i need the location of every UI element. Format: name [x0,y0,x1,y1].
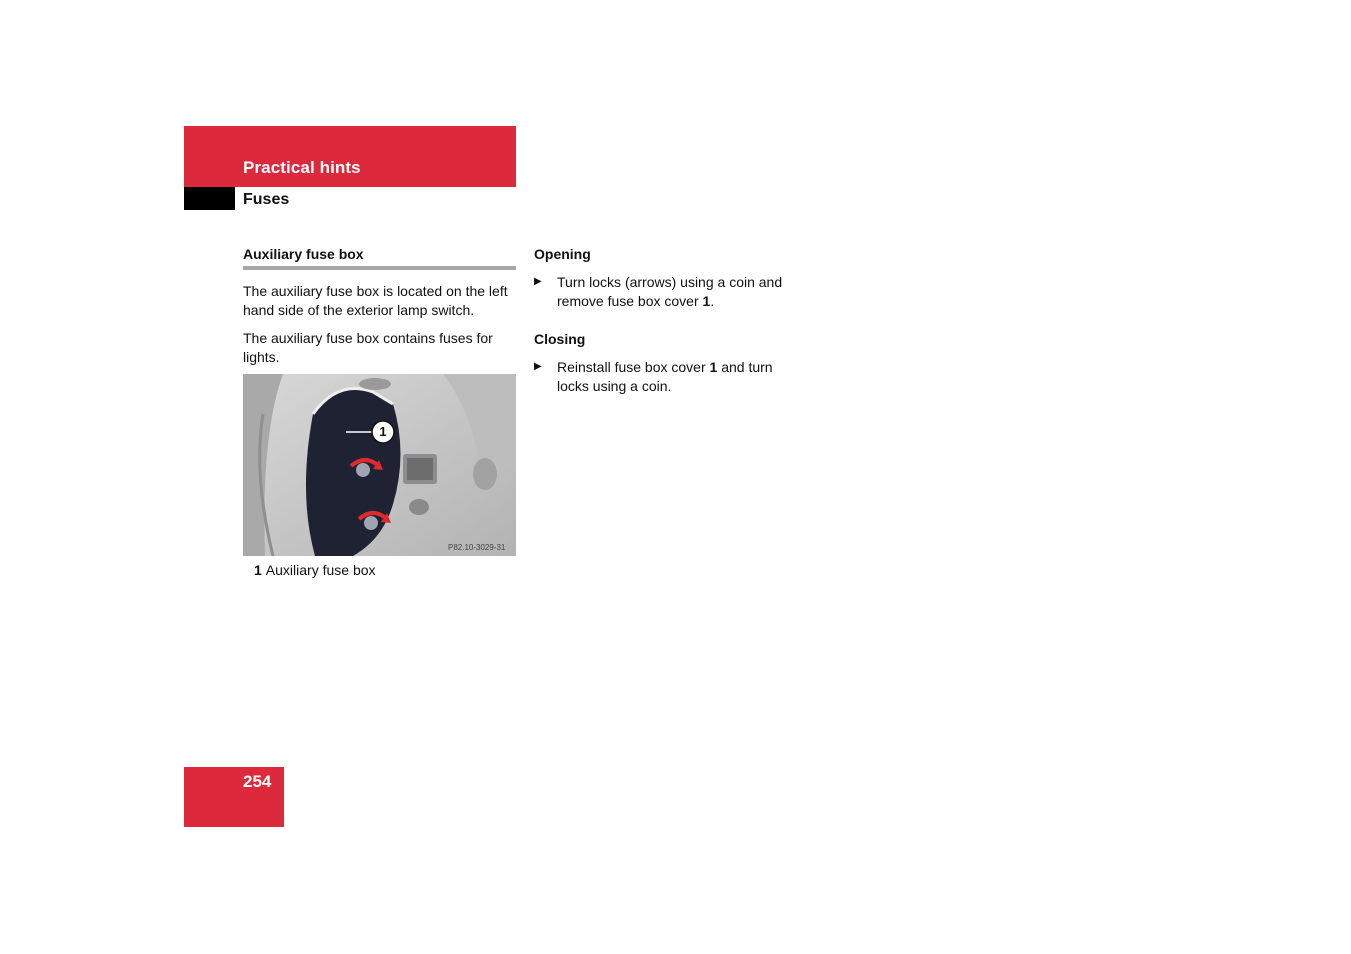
paragraph-contents: The auxiliary fuse box contains fuses for lights. [243,330,493,365]
bullet-arrow-icon: ▶ [534,361,542,372]
closing-step-text: Reinstall fuse box cover [557,359,710,375]
section-tab-marker [184,187,235,210]
figure-code: P82.10-3029-31 [448,543,506,552]
paragraph-location: The auxiliary fuse box is located on the left hand side of the exterior lamp switch. [243,283,508,318]
closing-step-ref: 1 [709,359,718,375]
chapter-title: Practical hints [243,158,361,177]
opening-step [557,273,807,311]
fuse-box-figure [243,374,516,556]
opening-step-text: Turn locks (arrows) using a coin and remove fuse box cover [557,274,783,309]
page-number: 254 [243,772,272,791]
opening-heading: Opening [534,246,591,262]
section-title: Fuses [243,191,290,208]
caption-number: 1 [254,562,262,578]
heading-rule [243,266,516,270]
figure-callout-1: 1 [379,424,387,439]
figure-caption [254,562,376,578]
closing-step-end: and turn locks using a coin. [557,359,773,394]
closing-step [557,358,807,396]
bullet-arrow-icon: ▶ [534,276,542,287]
fuse-box-illustration [243,374,516,556]
caption-text: Auxiliary fuse box [265,562,376,578]
aux-fuse-box-heading: Auxiliary fuse box [243,246,364,262]
opening-step-ref: 1 [702,293,711,309]
closing-heading: Closing [534,331,586,347]
opening-step-end: . [710,293,715,309]
